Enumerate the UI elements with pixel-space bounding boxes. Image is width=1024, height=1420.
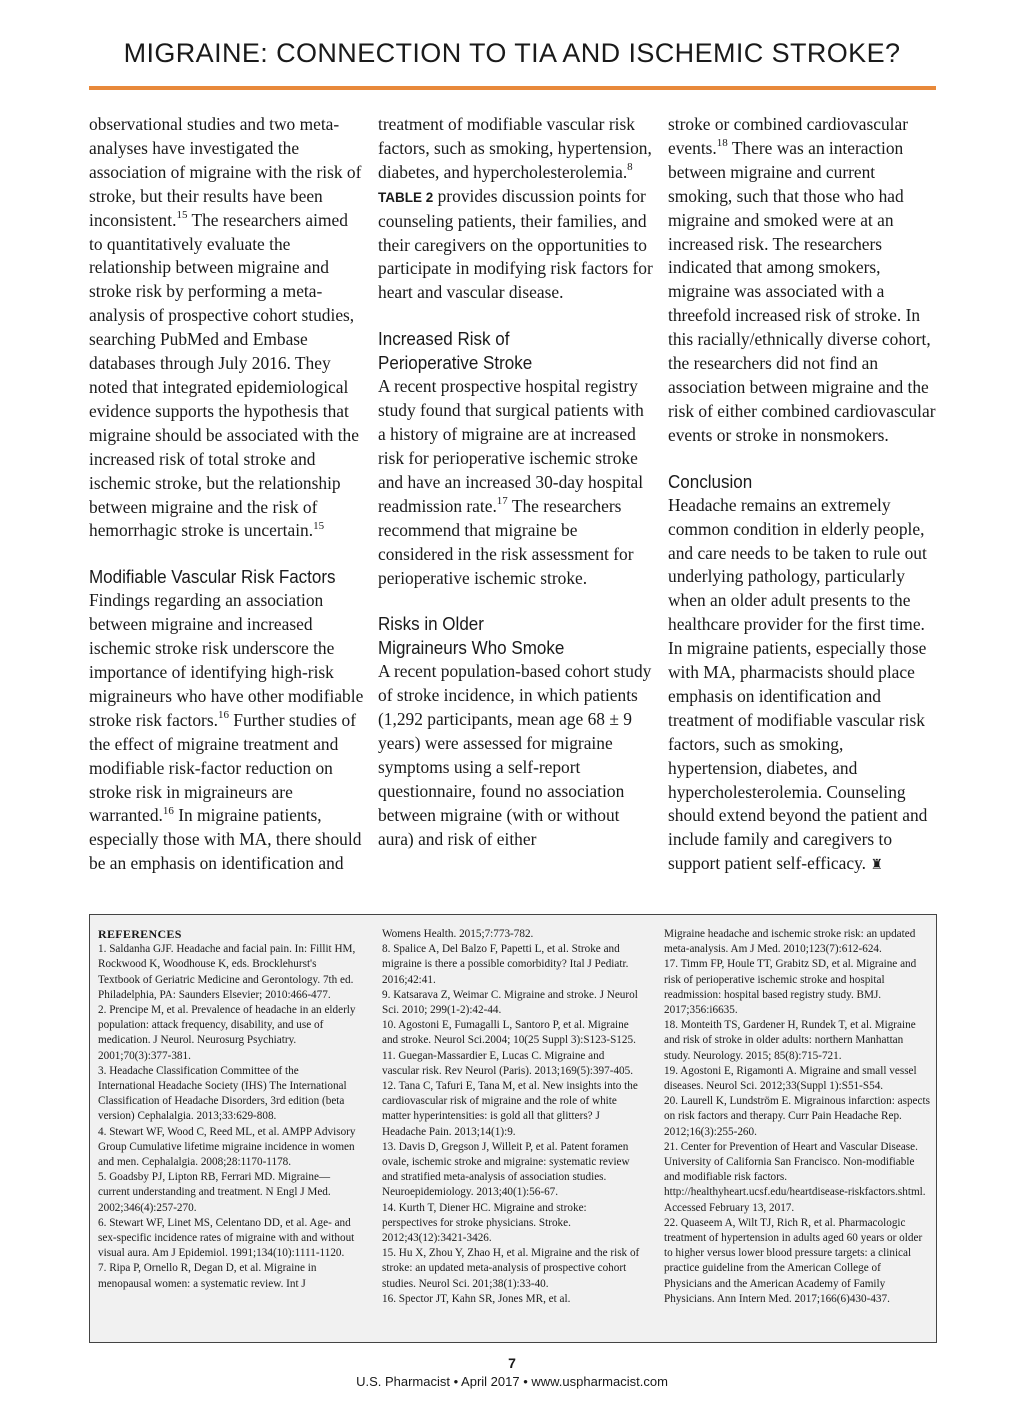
text-run: Headache remains an extremely common condition in elderly people, and care needs to be taken to rule out underlying pathology, particularly when an older adult presents to the healthcare provider for the first time. In migraine patients, especially those with MA, pharmacists should place emphasis on identification and treatment of modifiable vascular risk factors, such as smoking, hypertension, diabetes, and hypercholesterolemia. Counseling should extend beyond the patient and include family and caregivers to support patient self-efficacy. — [668, 494, 928, 874]
citation-superscript: 18 — [716, 137, 728, 150]
heading-line: Risks in Older — [378, 613, 484, 635]
text-run: treatment of modifiable vascular risk factors, such as smoking, hypertension, diabetes, and hypercholesterolemia. — [378, 114, 652, 182]
paragraph: A recent population-based cohort study of stroke incidence, in which patients (1,292 participants, mean age 68 ± 9 years) were assessed for migraine symptoms using a self-report questionnaire, found no association between migraine (with or without aura) and risk of either — [378, 661, 652, 849]
reference-item: 16. Spector JT, Kahn SR, Jones MR, et al. — [382, 1292, 571, 1305]
citation-superscript: 16 — [162, 804, 174, 817]
paragraph — [89, 113, 364, 543]
text-run: observational studies and two meta-analyses have investigated the association of migraine with the risk of stroke, but their results have been inconsistent. — [89, 114, 362, 230]
citation-superscript: 16 — [217, 709, 229, 722]
end-of-article-icon: ♜ — [870, 857, 883, 874]
paragraph — [668, 494, 940, 879]
article-column-3 — [668, 113, 940, 878]
page-footer: U.S. Pharmacist • April 2017 • www.uspharmacist.com — [356, 1374, 668, 1389]
reference-item: 6. Stewart WF, Linet MS, Celentano DD, et al. Age- and sex-specific incidence rates of migraine with and without visual aura. Am J Epidemiol. 1991;134(10):1111-1120. — [98, 1216, 355, 1260]
reference-item: Womens Health. 2015;7:773-782. — [382, 928, 534, 940]
reference-item: 13. Davis D, Gregson J, Willeit P, et al. Patent foramen ovale, ischemic stroke and migraine: systematic review and stratified meta-analysis of association studies. Neuroepidemiology. 2013;40(1):56-67. — [382, 1140, 630, 1199]
references-column-2 — [382, 927, 642, 1307]
page-header-title: MIGRAINE: CONNECTION TO TIA AND ISCHEMIC STROKE? — [123, 38, 901, 68]
reference-item: 4. Stewart WF, Wood C, Reed ML, et al. AMPP Advisory Group Cumulative lifetime migraine incidence in women and men. Cephalalgia. 2008;28:1170-1178. — [98, 1125, 356, 1169]
paragraph — [378, 113, 653, 305]
reference-item: 10. Agostoni E, Fumagalli L, Santoro P, et al. Migraine and stroke. Neurol Sci.2004; 10(25 Suppl 3):S123-S125. — [382, 1019, 636, 1047]
reference-item: 15. Hu X, Zhou Y, Zhao H, et al. Migraine and the risk of stroke: an updated meta-analysis of prospective cohort studies. Neurol Sci. 201;38(1):33-40. — [382, 1247, 640, 1290]
heading-line: Perioperative Stroke — [378, 352, 533, 374]
reference-item: 3. Headache Classification Committee of the International Headache Society (IHS) The International Classification of Headache Disorders, 3rd edition (beta version) Cephalalgia. 2013;33:629-808. — [98, 1064, 347, 1123]
heading-line: Increased Risk of — [378, 328, 510, 350]
reference-item: 21. Center for Prevention of Heart and Vascular Disease. University of California San Francisco. Non-modifiable and modifiable risk factors. http://healthyheart.ucsf.edu/heartdisease-riskfactors.shtml. Accessed February 13, 2017. — [664, 1140, 926, 1214]
section-heading-modifiable-risk: Modifiable Vascular Risk Factors — [89, 566, 336, 588]
text-run: A recent prospective hospital registry study found that surgical patients with a history of migraine are at increased risk for perioperative ischemic stroke and have an increased 30-day hospital readmission rate. — [378, 376, 644, 516]
text-run: There was an interaction between migraine and current smoking, such that those who had migraine and smoked were at an increased risk. The researchers indicated that among smokers, migraine was associated with a threefold increased risk of stroke. In this racially/ethnically diverse cohort, the researchers did not find an association between migraine and the risk of either combined cardiovascular events or stroke in nonsmokers. — [668, 137, 936, 445]
section-heading-older-smokers — [378, 612, 631, 660]
paragraph — [89, 589, 364, 876]
reference-item: Migraine headache and ischemic stroke risk: an updated meta-analysis. Am J Med. 2010;123(7):612-624. — [664, 928, 916, 956]
references-box — [89, 914, 937, 1343]
text-run: The researchers aimed to quantitatively evaluate the relationship between migraine and stroke risk by performing a meta-analysis of prospective cohort studies, searching PubMed and Embase databases through July 2016. They noted that integrated epidemiological evidence supports the hypothesis that migraine should be associated with the increased risk of total stroke and ischemic stroke, but the relationship between migraine and the risk of hemorrhagic stroke is uncertain. — [89, 209, 359, 541]
citation-superscript: 15 — [313, 519, 325, 532]
reference-item: 11. Guegan-Massardier E, Lucas C. Migraine and vascular risk. Rev Neurol (Paris). 2013;169(5):397-405. — [382, 1049, 634, 1077]
reference-item: 5. Goadsby PJ, Lipton RB, Ferrari MD. Migraine—current understanding and treatment. N Engl J Med. 2002;346(4):257-270. — [98, 1171, 331, 1214]
citation-superscript: 17 — [496, 494, 508, 507]
text-run: stroke or combined cardiovascular events. — [668, 114, 908, 158]
article-column-2 — [378, 113, 653, 852]
reference-item: 20. Laurell K, Lundström E. Migrainous infarction: aspects on risk factors and therapy. Curr Pain Headache Rep. 2012;16(3):255-260. — [664, 1095, 930, 1138]
reference-item: 12. Tana C, Tafuri E, Tana M, et al. New insights into the cardiovascular risk of migraine and the role of white matter hyperintensities: is gold all that glitters? J Headache Pain. 2013;14(1):9. — [382, 1080, 638, 1138]
reference-item: 17. Timm FP, Houle TT, Grabitz SD, et al. Migraine and risk of perioperative ischemic stroke and hospital readmission: hospital based registry study. BMJ. 2017;356:i6635. — [664, 958, 917, 1017]
section-heading-perioperative — [378, 327, 631, 375]
citation-superscript: 15 — [176, 208, 188, 221]
references-column-1 — [98, 927, 358, 1292]
reference-item: 18. Monteith TS, Gardener H, Rundek T, et al. Migraine and risk of stroke in older adults: northern Manhattan study. Neurology. 2015; 85(8):715-721. — [664, 1019, 916, 1062]
paragraph — [668, 113, 940, 448]
text-run: Further studies of the effect of migraine treatment and modifiable risk-factor reduction on stroke risk in migraineurs are warranted. — [89, 709, 356, 826]
reference-item: 1. Saldanha GJF. Headache and facial pain. In: Fillit HM, Rockwood K, Woodhouse K, eds. Brocklehurst's Textbook of Geriatric Medicine and Gerontology. 7th ed. Philadelphia, PA: Saunders Elsevier; 2010:466-477. — [98, 943, 356, 1001]
page-number: 7 — [508, 1355, 516, 1371]
header-divider — [89, 86, 936, 90]
reference-item: 8. Spalice A, Del Balzo F, Papetti L, et al. Stroke and migraine is there a possible comorbidity? Ital J Pediatr. 2016;42:41. — [382, 943, 629, 986]
reference-item: 9. Katsarava Z, Weimar C. Migraine and stroke. J Neurol Sci. 2010; 299(1-2):42-44. — [382, 988, 638, 1017]
reference-item: 14. Kurth T, Diener HC. Migraine and stroke: perspectives for stroke physicians. Stroke. 2012;43(12):3421-3426. — [382, 1201, 587, 1245]
text-run: In migraine patients, especially those with MA, there should be an emphasis on identification and — [89, 805, 362, 874]
references-title: REFERENCES — [98, 927, 182, 941]
references-column-3 — [664, 927, 930, 1307]
reference-item: 7. Ripa P, Ornello R, Degan D, et al. Migraine in menopausal women: a systematic review. Int J — [98, 1262, 317, 1290]
paragraph — [378, 375, 653, 590]
citation-superscript: 8 — [627, 161, 633, 174]
text-run: provides discussion points for counseling patients, their families, and their caregivers on the opportunities to participate in modifying risk factors for heart and vascular disease. — [378, 185, 653, 303]
article-column-1 — [89, 113, 364, 876]
reference-item: 19. Agostoni E, Rigamonti A. Migraine and small vessel diseases. Neurol Sci. 2012;33(Suppl 1):S51-S54. — [664, 1064, 917, 1093]
section-heading-conclusion: Conclusion — [668, 470, 753, 492]
text-run: Findings regarding an association between migraine and increased ischemic stroke risk underscore the importance of identifying high-risk migraineurs who have other modifiable stroke risk factors. — [89, 590, 364, 730]
table-reference: TABLE 2 — [378, 189, 434, 205]
heading-line: Migraineurs Who Smoke — [378, 637, 565, 659]
reference-item: 2. Prencipe M, et al. Prevalence of headache in an elderly population: attack frequency, disability, and use of medication. J Neurol. Neurosurg Psychiatry. 2001;70(3):377-381. — [98, 1004, 356, 1062]
text-run: The researchers recommend that migraine be considered in the risk assessment for perioperative ischemic stroke. — [378, 495, 634, 588]
reference-item: 22. Quaseem A, Wilt TJ, Rich R, et al. Pharmacologic treatment of hypertension in adults aged 60 years or older to higher versus lower blood pressure targets: a clinical practice guideline from the American College of Physicians and the American Academy of Family Physicians. Ann Intern Med. 2017;166(6)430-437. — [664, 1216, 923, 1305]
